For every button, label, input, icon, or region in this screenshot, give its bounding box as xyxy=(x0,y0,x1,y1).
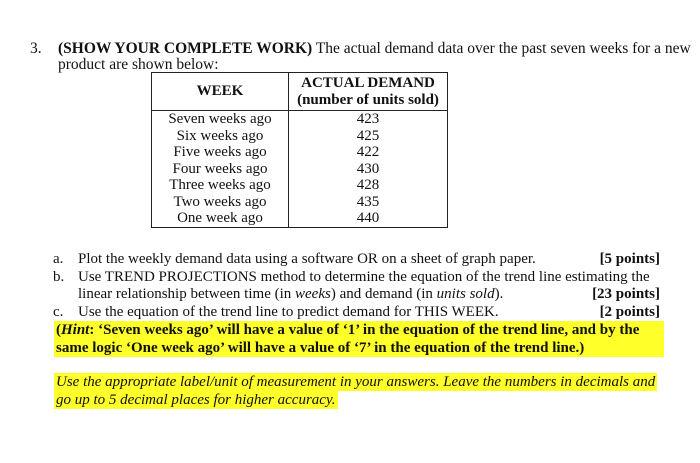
table-row xyxy=(152,210,448,227)
hint-text-line2: same logic ‘One week ago’ will have a value of ‘7’ in the equation of the trend line.) xyxy=(56,340,585,356)
item-b-marker: b. xyxy=(53,268,65,285)
demand-cell: 440 xyxy=(289,210,448,227)
demand-cell: 435 xyxy=(289,194,448,211)
units-note xyxy=(54,373,657,409)
hint-box xyxy=(54,321,664,357)
header-week: WEEK xyxy=(152,73,289,111)
demand-cell: 422 xyxy=(289,144,448,161)
table-row xyxy=(152,194,448,211)
week-cell: Seven weeks ago xyxy=(152,111,289,128)
demand-cell: 428 xyxy=(289,177,448,194)
table-row xyxy=(152,111,448,128)
hint-open-paren: ( xyxy=(56,322,61,338)
header-demand-subtitle: (number of units sold) xyxy=(297,91,439,108)
note-line2: go up to 5 decimal places for higher accuracy. xyxy=(56,392,336,408)
item-a-text: Plot the weekly demand data using a software OR on a sheet of graph paper. xyxy=(78,251,536,267)
demand-cell: 425 xyxy=(289,128,448,145)
item-c-text: Use the equation of the trend line to predict demand for THIS WEEK. xyxy=(78,303,499,320)
week-cell: Three weeks ago xyxy=(152,177,289,194)
item-a-points: [5 points] xyxy=(599,251,660,267)
week-cell: Two weeks ago xyxy=(152,194,289,211)
item-b-points: [23 points] xyxy=(592,286,660,302)
question-intro-line2: product are shown below: xyxy=(58,56,219,73)
question-intro-text: The actual demand data over the past seven weeks for a new xyxy=(315,40,691,57)
item-b xyxy=(50,269,662,304)
item-b-text-line2 xyxy=(78,286,662,304)
week-cell: Five weeks ago xyxy=(152,144,289,161)
item-b-text-post: ). xyxy=(494,286,504,302)
item-b-unit-sold: units sold xyxy=(436,286,495,302)
week-cell: Four weeks ago xyxy=(152,161,289,178)
item-a xyxy=(50,251,662,269)
question-number: 3. xyxy=(30,40,42,57)
demand-cell: 430 xyxy=(289,161,448,178)
header-demand-title: ACTUAL DEMAND xyxy=(301,74,435,91)
note-line1: Use the appropriate label/unit of measurement in your answers. Leave the numbers in decimals and xyxy=(56,374,656,390)
question-items xyxy=(50,251,662,321)
header-demand xyxy=(289,73,448,111)
hint-text-line1: : ‘Seven weeks ago’ will have a value of ‘1’ in the equation of the trend line, and by the xyxy=(89,322,640,338)
table-row xyxy=(152,177,448,194)
table-header-row xyxy=(152,73,448,111)
week-cell: Six weeks ago xyxy=(152,128,289,145)
item-c xyxy=(50,304,662,322)
item-c-points: [2 points] xyxy=(599,303,660,320)
item-b-text-pre: linear relationship between time (in xyxy=(78,286,296,302)
demand-table xyxy=(151,72,448,228)
item-c-marker: c. xyxy=(53,303,64,320)
week-cell: One week ago xyxy=(152,210,289,227)
table-row xyxy=(152,161,448,178)
item-a-marker: a. xyxy=(53,251,64,267)
item-b-text-line1: Use TREND PROJECTIONS method to determine the equation of the trend line estimating the xyxy=(78,268,650,285)
table-row xyxy=(152,128,448,145)
item-b-unit-weeks: weeks xyxy=(295,286,331,302)
item-b-text-mid: ) and demand (in xyxy=(330,286,437,302)
table-row xyxy=(152,144,448,161)
demand-cell: 423 xyxy=(289,111,448,128)
hint-label: Hint xyxy=(61,322,90,338)
question-heading: (SHOW YOUR COMPLETE WORK) xyxy=(58,40,313,57)
